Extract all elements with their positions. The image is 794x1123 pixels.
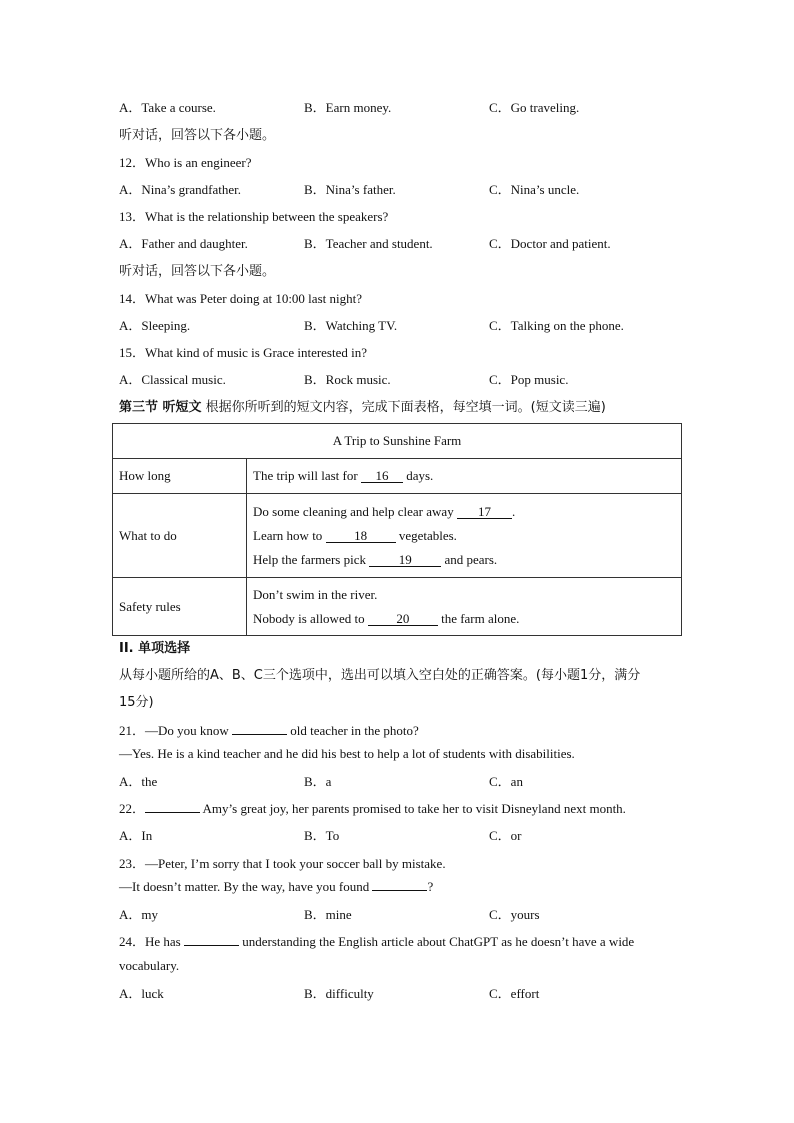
q13-option-b: B．Teacher and student. <box>304 236 433 251</box>
q24-option-c: C．effort <box>489 986 540 1001</box>
q23-option-a: A．my <box>119 907 159 922</box>
q15-option-c: C．Pop music. <box>489 372 569 387</box>
q22-option-b: B．To <box>304 828 340 843</box>
q23-option-c: C．yours <box>489 907 540 922</box>
q21-option-b: B．a <box>304 774 332 789</box>
q23-line2 <box>119 879 433 895</box>
q23-stem: 23．—Peter, I’m sorry that I took your soccer ball by mistake. <box>119 856 446 871</box>
q15-option-a: A．Classical music. <box>119 372 226 387</box>
table-title: A Trip to Sunshine Farm <box>113 424 682 459</box>
q22-option-a: A．In <box>119 828 153 843</box>
farm-trip-table <box>112 423 682 636</box>
q21-option-a: A．the <box>119 774 158 789</box>
what-to-do-line-2 <box>253 524 675 548</box>
part2-instruction-cont: 15分) <box>119 695 154 710</box>
q12-option-c: C．Nina’s uncle. <box>489 182 580 197</box>
what-to-do-line-3 <box>253 548 675 572</box>
q22-stem <box>119 798 626 817</box>
blank-16: 16 <box>361 469 403 483</box>
section3-label: 第三节 听短文 <box>119 400 202 415</box>
q14-option-a: A．Sleeping. <box>119 318 191 333</box>
safety-line-2 <box>253 607 675 631</box>
what-to-do-text: Help the farmers pick <box>253 551 370 567</box>
safety-cell <box>247 578 682 636</box>
section-intro: 听对话，回答以下各小题。 <box>119 128 276 143</box>
q21-text-end: old teacher in the photo? <box>287 723 419 738</box>
q14-option-b: B．Watching TV. <box>304 318 398 333</box>
q11-option-a: A．Take a course. <box>119 100 216 115</box>
part2-heading: II. 单项选择 <box>119 641 191 656</box>
q23-text: —It doesn’t matter. By the way, have you found <box>119 879 373 894</box>
blank-19: 19 <box>369 553 441 567</box>
safety-text: Nobody is allowed to <box>253 610 368 626</box>
q22-text-end: Amy’s great joy, her parents promised to take her to visit Disneyland next month. <box>200 801 626 816</box>
what-to-do-text-end: and pears. <box>441 551 498 567</box>
q22-blank <box>145 812 200 813</box>
q23-text-end: ? <box>427 879 434 894</box>
q21-text: 21．—Do you know <box>119 723 233 738</box>
row-label-safety-rules: Safety rules <box>113 578 247 636</box>
part2-instruction: 从每小题所给的A、B、C三个选项中，选出可以填入空白处的正确答案。(每小题1分，满分 <box>119 668 641 683</box>
q24-text-end: understanding the English article about ChatGPT as he doesn’t have a wide <box>239 934 635 949</box>
q24-line2: vocabulary. <box>119 958 180 973</box>
section3-instruction: 根据你所听到的短文内容，完成下面表格，每空填一词。(短文读三遍) <box>201 400 606 415</box>
what-to-do-text-end: vegetables. <box>395 527 457 543</box>
section3-heading <box>119 396 606 415</box>
q23-blank <box>372 890 427 891</box>
q23-option-b: B．mine <box>304 907 352 922</box>
what-to-do-line-1 <box>253 500 675 524</box>
q13-option-c: C．Doctor and patient. <box>489 236 611 251</box>
q21-blank <box>232 734 287 735</box>
how-long-text-end: days. <box>402 468 434 483</box>
safety-text-end: the farm alone. <box>437 610 520 626</box>
how-long-cell <box>247 459 682 494</box>
blank-17: 17 <box>457 505 512 519</box>
what-to-do-text: Learn how to <box>253 527 326 543</box>
q24-stem <box>119 931 634 950</box>
q21-stem <box>119 720 419 739</box>
what-to-do-text-end: . <box>511 503 516 519</box>
q12-option-b: B．Nina’s father. <box>304 182 396 197</box>
row-label-how-long: How long <box>113 459 247 494</box>
q22-text: 22． <box>119 801 146 816</box>
q21-option-c: C．an <box>489 774 523 789</box>
q11-option-c: C．Go traveling. <box>489 100 580 115</box>
row-label-what-to-do: What to do <box>113 494 247 578</box>
what-to-do-cell <box>247 494 682 578</box>
q24-blank <box>184 945 239 946</box>
q21-line2: —Yes. He is a kind teacher and he did his best to help a lot of students with disabilities. <box>119 746 575 761</box>
q12-option-a: A．Nina’s grandfather. <box>119 182 242 197</box>
q14-option-c: C．Talking on the phone. <box>489 318 624 333</box>
q12-stem: 12．Who is an engineer? <box>119 155 252 170</box>
q11-option-b: B．Earn money. <box>304 100 392 115</box>
section-intro: 听对话，回答以下各小题。 <box>119 264 276 279</box>
q14-stem: 14．What was Peter doing at 10:00 last night? <box>119 291 362 306</box>
q13-option-a: A．Father and daughter. <box>119 236 248 251</box>
q15-stem: 15．What kind of music is Grace interested in? <box>119 345 368 360</box>
q24-option-b: B．difficulty <box>304 986 374 1001</box>
q24-option-a: A．luck <box>119 986 164 1001</box>
q22-option-c: C．or <box>489 828 522 843</box>
q13-stem: 13．What is the relationship between the speakers? <box>119 209 389 224</box>
q24-text: 24．He has <box>119 934 184 949</box>
how-long-text: The trip will last for <box>253 468 361 483</box>
q15-option-b: B．Rock music. <box>304 372 391 387</box>
what-to-do-text: Do some cleaning and help clear away <box>253 503 457 519</box>
blank-20: 20 <box>368 612 438 626</box>
safety-line-1: Don’t swim in the river. <box>253 586 378 602</box>
blank-18: 18 <box>326 529 396 543</box>
